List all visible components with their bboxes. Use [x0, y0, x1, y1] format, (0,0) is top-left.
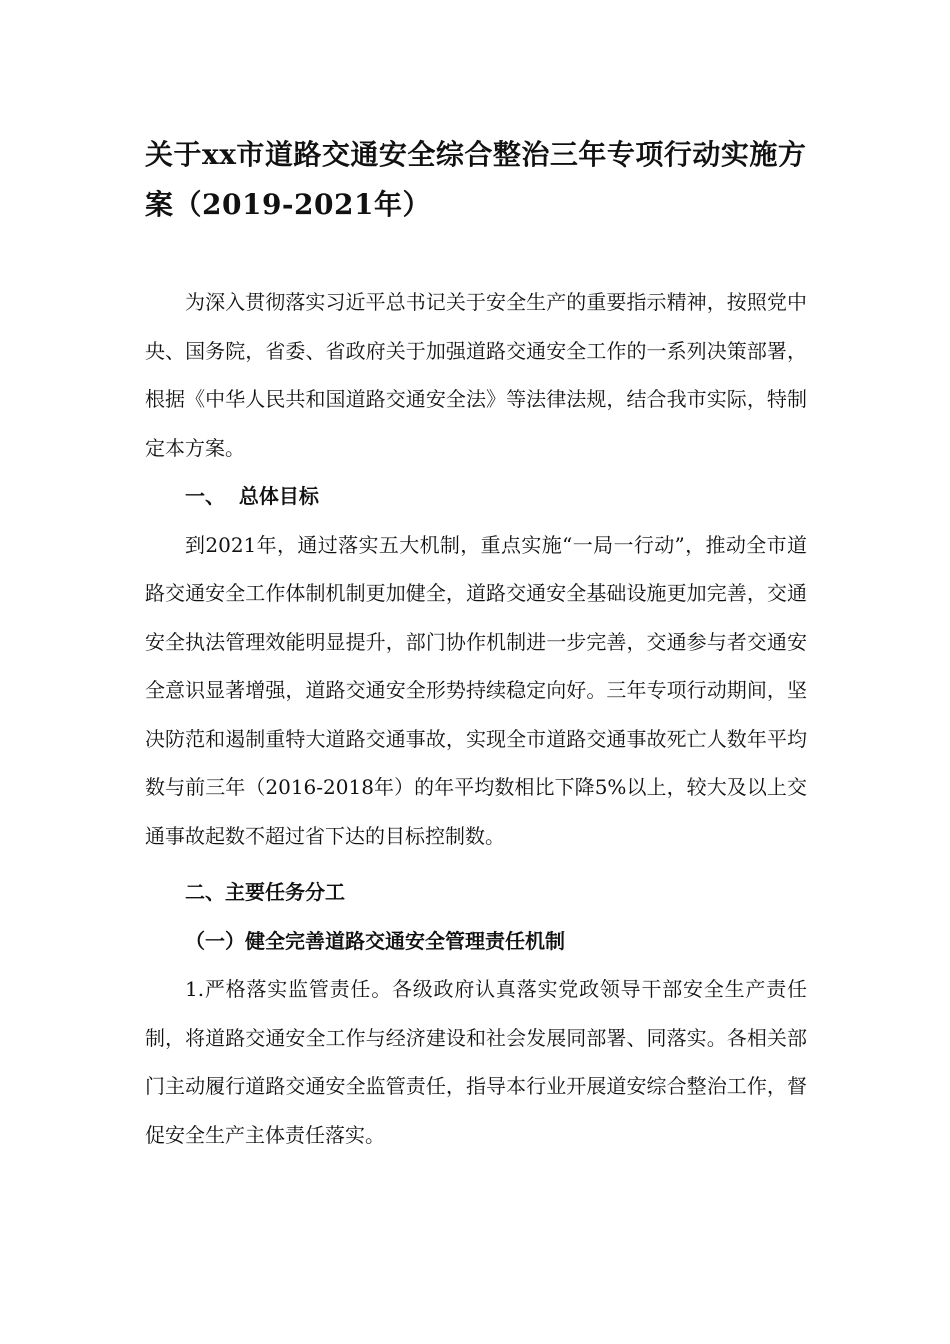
- intro-paragraph: 为深入贯彻落实习近平总书记关于安全生产的重要指示精神，按照党中央、国务院，省委、省政府关于加强道路交通安全工作的一系列决策部署，根据《中华人民共和国道路交通安全法》等法律法规，结合我市实际，特制定本方案。: [145, 290, 807, 460]
- goal-paragraph: 到2021年，通过落实五大机制，重点实施“一局一行动”，推动全市道路交通安全工作体制机制更加健全，道路交通安全基础设施更加完善，交通安全执法管理效能明显提升，部门协作机制进一步完善，交通参与者交通安全意识显著增强，道路交通安全形势持续稳定向好。三年专项行动期间，坚决防范和遏制重特大道路交通事故，实现全市道路交通事故死亡人数年平均数与前三年（2016-2018年）的年平均数相比下降5%以上，较大及以上交通事故起数不超过省下达的目标控制数。: [145, 532, 807, 848]
- section-heading-main-tasks: 二、主要任务分工: [185, 880, 345, 904]
- document-body: [145, 278, 807, 1159]
- subsection-heading-responsibility: （一）健全完善道路交通安全管理责任机制: [185, 928, 565, 953]
- task-paragraph-1: 1.严格落实监管责任。各级政府认真落实党政领导干部安全生产责任制，将道路交通安全工作与经济建设和社会发展同部署、同落实。各相关部门主动履行道路交通安全监管责任，指导本行业开展道安综合整治工作，督促安全生产主体责任落实。: [145, 977, 807, 1147]
- document-title: 关于xx市道路交通安全综合整治三年专项行动实施方案（2019-2021年）: [145, 138, 807, 221]
- section-heading-overall-goal: 一、 总体目标: [185, 484, 319, 508]
